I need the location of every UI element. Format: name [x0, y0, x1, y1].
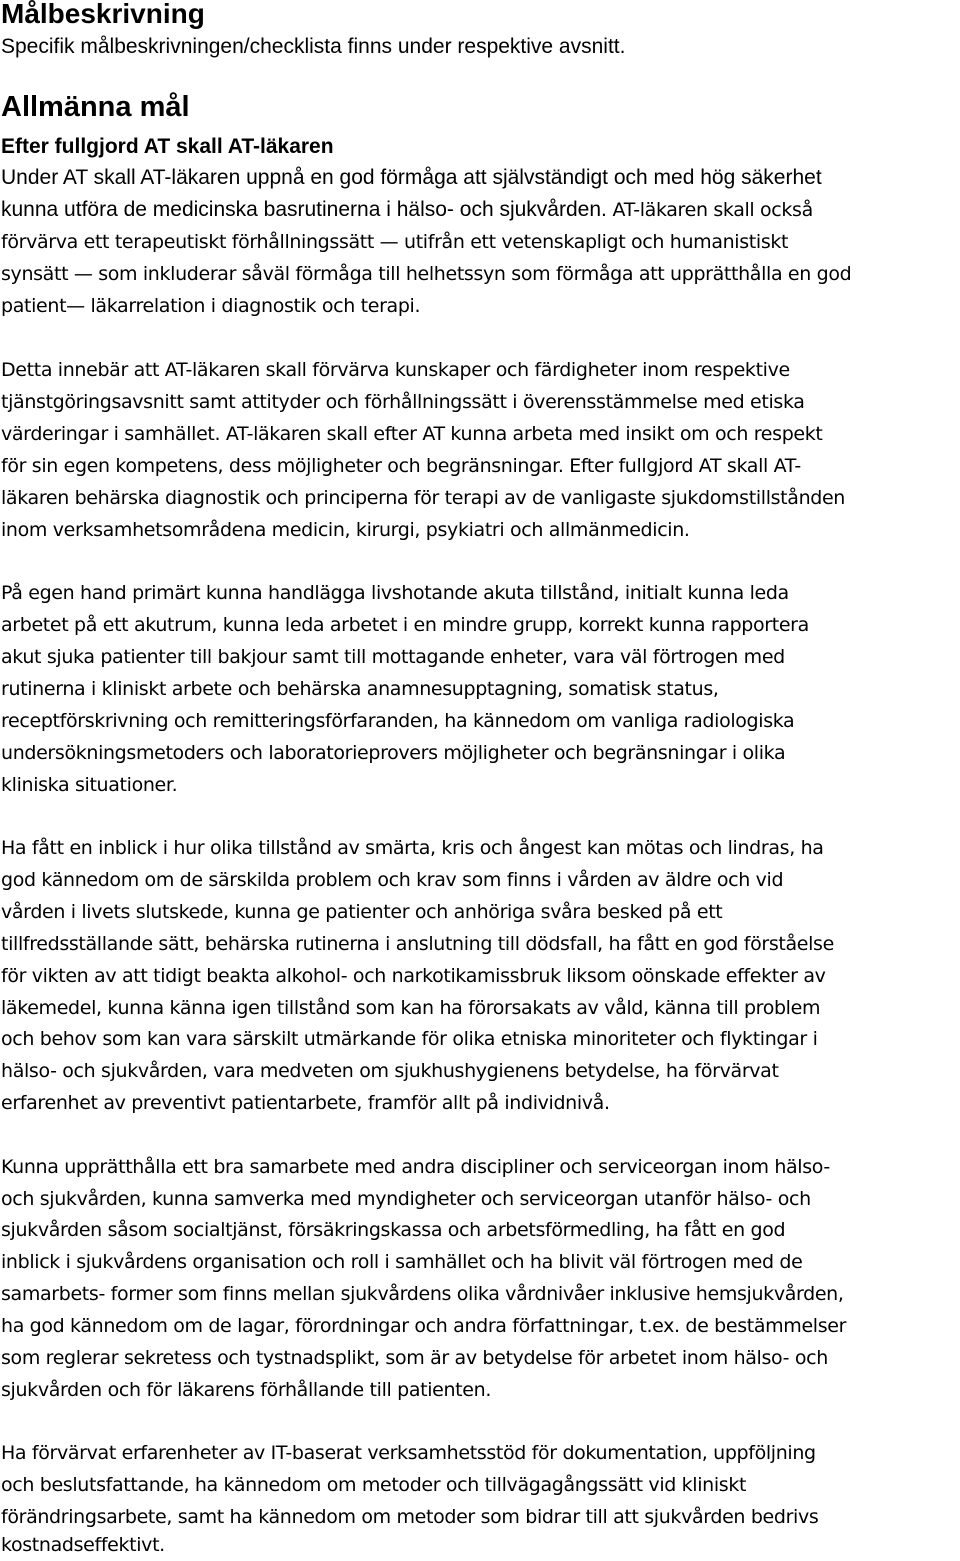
paragraph-line: erfarenhet av preventivt patientarbete, framför allt på individnivå.	[1, 1092, 610, 1114]
section-subtitle: Efter fullgjord AT skall AT-läkaren	[1, 135, 334, 158]
paragraph-line: rutinerna i kliniskt arbete och behärska anamnesupptagning, somatisk status,	[1, 678, 719, 700]
paragraph-line: god kännedom om de särskilda problem och krav som finns i vården av äldre och vid	[1, 869, 784, 891]
paragraph-line: för vikten av att tidigt beakta alkohol- och narkotikamissbruk liksom oönskade effekter av	[1, 965, 826, 987]
paragraph-line: förändringsarbete, samt ha kännedom om metoder som bidrar till att sjukvården bedrivs	[1, 1506, 819, 1528]
document-subtitle: Specifik målbeskrivningen/checklista finns under respektive avsnitt.	[1, 35, 626, 58]
paragraph-line: och sjukvården, kunna samverka med myndigheter och serviceorgan utanför hälso- och	[1, 1188, 811, 1210]
paragraph-line: förvärva ett terapeutiskt förhållningssätt — utifrån ett vetenskapligt och humanistiskt	[1, 231, 789, 253]
paragraph-line: värderingar i samhället. AT-läkaren skall efter AT kunna arbeta med insikt om och respekt	[1, 423, 823, 445]
document-title: Målbeskrivning	[1, 0, 205, 29]
paragraph-line: för sin egen kompetens, dess möjligheter och begränsningar. Efter fullgjord AT skall AT-	[1, 455, 801, 477]
paragraph-line: Ha fått en inblick i hur olika tillstånd av smärta, kris och ångest kan mötas och lindras, ha	[1, 837, 824, 859]
paragraph-line: kunna utföra de medicinska basrutinerna i hälso- och sjukvården. AT-läkaren skall också	[1, 198, 813, 221]
paragraph-line: inblick i sjukvårdens organisation och roll i samhället och ha blivit väl förtrogen med de	[1, 1251, 803, 1273]
section-title: Allmänna mål	[1, 91, 190, 123]
paragraph-line: samarbets- former som finns mellan sjukvårdens olika vårdnivåer inklusive hemsjukvården,	[1, 1283, 844, 1305]
paragraph-line: vården i livets slutskede, kunna ge patienter och anhöriga svåra besked på ett	[1, 901, 723, 923]
paragraph-line: Detta innebär att AT-läkaren skall förvärva kunskaper och färdigheter inom respektive	[1, 359, 790, 381]
paragraph-line: På egen hand primärt kunna handlägga livshotande akuta tillstånd, initialt kunna leda	[1, 582, 789, 604]
paragraph-line: synsätt — som inkluderar såväl förmåga till helhetssyn som förmåga att upprätthålla en god	[1, 263, 852, 285]
paragraph-line: akut sjuka patienter till bakjour samt till mottagande enheter, vara väl förtrogen med	[1, 646, 785, 668]
paragraph-line: tillfredsställande sätt, behärska rutinerna i anslutning till dödsfall, ha fått en god förståelse	[1, 933, 834, 955]
paragraph-line: kostnadseffektivt.	[1, 1534, 165, 1556]
paragraph-line: Under AT skall AT-läkaren uppnå en god förmåga att självständigt och med hög säkerhet	[1, 166, 822, 189]
paragraph-line: inom verksamhetsområdena medicin, kirurgi, psykiatri och allmänmedicin.	[1, 519, 690, 541]
paragraph-line: arbetet på ett akutrum, kunna leda arbetet i en mindre grupp, korrekt kunna rapportera	[1, 614, 809, 636]
paragraph-line: undersökningsmetoders och laboratorieprovers möjligheter och begränsningar i olika	[1, 742, 786, 764]
paragraph-line: Ha förvärvat erfarenheter av IT-baserat verksamhetsstöd för dokumentation, uppföljning	[1, 1442, 816, 1464]
paragraph-line: patient— läkarrelation i diagnostik och terapi.	[1, 295, 421, 317]
paragraph-line: sjukvården och för läkarens förhållande till patienten.	[1, 1379, 492, 1401]
paragraph-line: ha god kännedom om de lagar, förordningar och andra författningar, t.ex. de bestämmelser	[1, 1315, 847, 1337]
paragraph-line: kliniska situationer.	[1, 774, 178, 796]
paragraph-line: tjänstgöringsavsnitt samt attityder och förhållningssätt i överensstämmelse med etiska	[1, 391, 805, 413]
paragraph-line: receptförskrivning och remitteringsförfaranden, ha kännedom om vanliga radiologiska	[1, 710, 795, 732]
paragraph-line: läkaren behärska diagnostik och principerna för terapi av de vanligaste sjukdomstillstånden	[1, 487, 845, 509]
paragraph-line: läkemedel, kunna känna igen tillstånd som kan ha förorsakats av våld, känna till problem	[1, 997, 821, 1019]
paragraph-line: sjukvården såsom socialtjänst, försäkringskassa och arbetsförmedling, ha fått en god	[1, 1219, 786, 1241]
paragraph-line: och beslutsfattande, ha kännedom om metoder och tillvägagångssätt vid kliniskt	[1, 1474, 747, 1496]
paragraph-line: Kunna upprätthålla ett bra samarbete med andra discipliner och serviceorgan inom hälso-	[1, 1156, 830, 1178]
paragraph-line: och behov som kan vara särskilt utmärkande för olika etniska minoriteter och flyktingar i	[1, 1028, 818, 1050]
paragraph-line: hälso- och sjukvården, vara medveten om sjukhushygienens betydelse, ha förvärvat	[1, 1060, 779, 1082]
paragraph-line: som reglerar sekretess och tystnadsplikt, som är av betydelse för arbetet inom hälso- och	[1, 1347, 828, 1369]
